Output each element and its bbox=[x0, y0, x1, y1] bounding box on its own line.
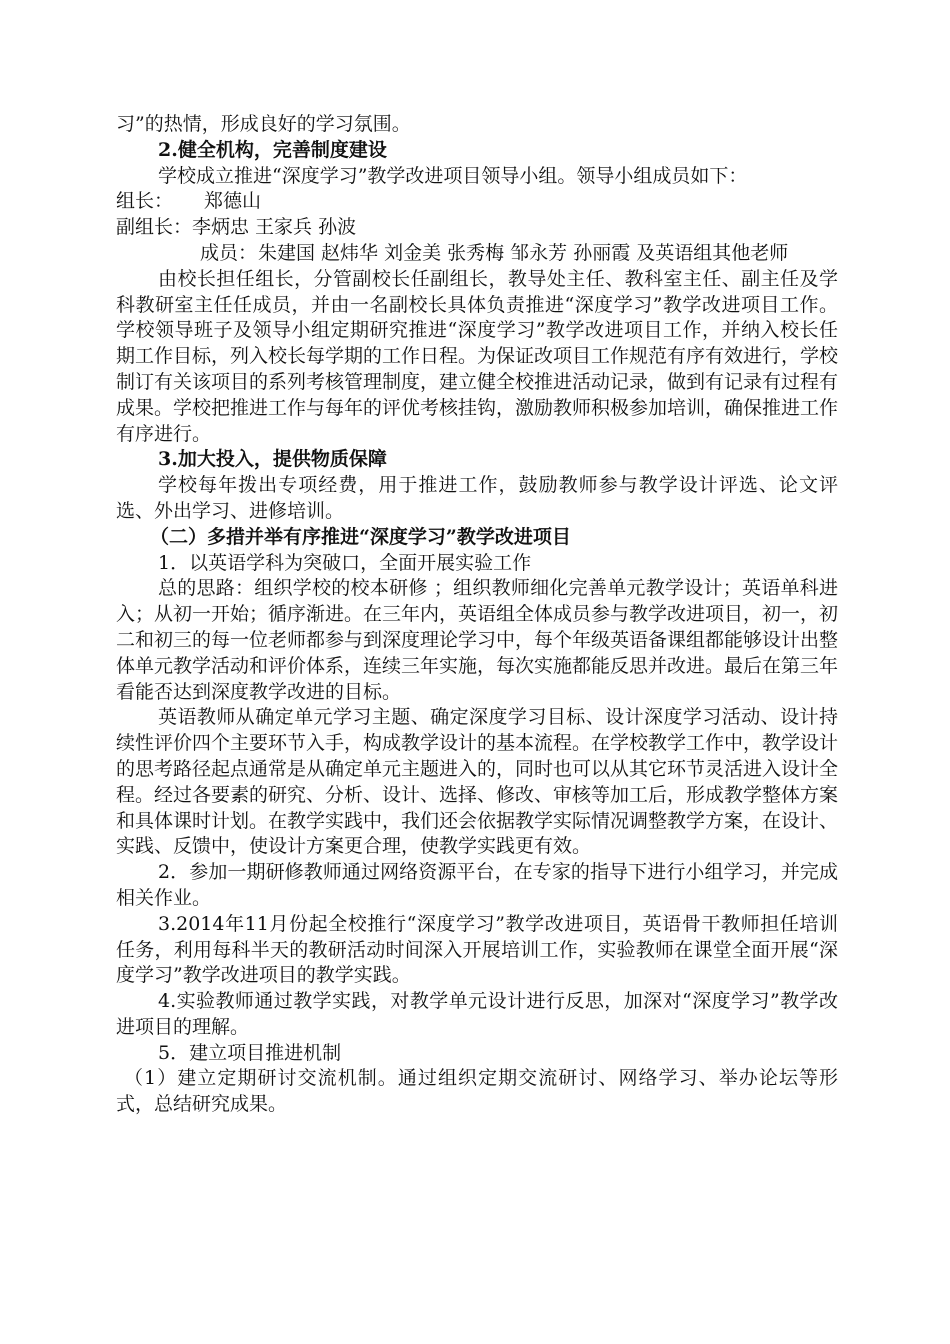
leader-value: 郑德山 bbox=[204, 190, 262, 213]
paragraph-regular-exchange: （1）建立定期研讨交流机制。通过组织定期交流研讨、网络学习、举办论坛等形式，总结研究成果。 bbox=[116, 1067, 838, 1116]
section-heading-2: 2.健全机构，完善制度建设 bbox=[158, 138, 387, 161]
paragraph-overall-approach: 总的思路：组织学校的校本研修 ；组织教师细化完善单元教学设计；英语单科进入；从初一开始；循序渐进。在三年内，英语组全体成员参与教学改进项目，初一，初二和初三的每一位老师都参与到深度理论学习中，每个年级英语备课组都能够设计出整体单元教学活动和评价体系，连续三年实施，每次实施都能反思并改进。最后在第三年看能否达到深度教学改进的目标。 bbox=[116, 577, 839, 703]
paragraph-continuation: 习”的热情，形成良好的学习氛围。 bbox=[116, 113, 411, 135]
document-page bbox=[116, 112, 838, 1118]
member-label: 成员： bbox=[200, 241, 258, 264]
paragraph-online-study: 2．参加一期研修教师通过网络资源平台，在专家的指导下进行小组学习，并完成相关作业。 bbox=[116, 861, 838, 909]
paragraph-school-rollout: 3.2014年11月份起全校推行“深度学习”教学改进项目，英语骨干教师担任培训任务，利用每科半天的教研活动时间深入开展培训工作，实验教师在课堂全面开展“深度学习”教学改进项目的教学实践。 bbox=[116, 912, 838, 987]
deputy-label: 副组长： bbox=[116, 216, 193, 239]
leader-row bbox=[116, 189, 838, 215]
deputy-row bbox=[116, 215, 838, 241]
paragraph-funding: 学校每年拨出专项经费，用于推进工作，鼓励教师参与教学设计评选、论文评选、外出学习、进修培训。 bbox=[116, 474, 838, 522]
member-row bbox=[116, 241, 838, 267]
subheading-english-breakthrough: 1．以英语学科为突破口，全面开展实验工作 bbox=[158, 551, 532, 574]
paragraph-reflection: 4.实验教师通过教学实践，对教学单元设计进行反思，加深对“深度学习”教学改进项目的理解。 bbox=[116, 990, 838, 1038]
section-heading-part-2: （二）多措并举有序推进“深度学习”教学改进项目 bbox=[150, 525, 571, 548]
leader-label: 组长： bbox=[116, 190, 174, 213]
section-heading-3: 3.加大投入，提供物质保障 bbox=[158, 448, 387, 471]
subheading-mechanism: 5．建立项目推进机制 bbox=[158, 1041, 342, 1064]
member-value: 朱建国 赵炜华 刘金美 张秀梅 邹永芳 孙丽霞 及英语组其他老师 bbox=[258, 241, 789, 264]
paragraph-leadership-intro: 学校成立推进“深度学习”教学改进项目领导小组。领导小组成员如下： bbox=[158, 164, 748, 187]
paragraph-leadership-duties: 由校长担任组长，分管副校长任副组长，教导处主任、教科室主任、副主任及学科教研室主任任成员，并由一名副校长具体负责推进“深度学习”教学改进项目工作。学校领导班子及领导小组定期研究推进“深度学习”教学改进项目工作，并纳入校长任期工作目标，列入校长每学期的工作日程。为保证改项目工作规范有序有效进行，学校制订有关该项目的系列考核管理制度，建立健全校推进活动记录，做到有记录有过程有成果。学校把推进工作与每年的评优考核挂钩，激励教师积极参加培训，确保推进工作有序进行。 bbox=[116, 267, 839, 445]
deputy-value: 李炳忠 王家兵 孙波 bbox=[192, 216, 357, 239]
paragraph-teacher-design: 英语教师从确定单元学习主题、确定深度学习目标、设计深度学习活动、设计持续性评价四个主要环节入手，构成教学设计的基本流程。在学校教学工作中，教学设计的思考路径起点通常是从确定单元主题进入的，同时也可以从其它环节灵活进入设计全程。经过各要素的研究、分析、设计、选择、修改、审核等加工后，形成教学整体方案和具体课时计划。在教学实践中，我们还会依据教学实际情况调整教学方案，在设计、实践、反馈中，使设计方案更合理，使教学实践更有效。 bbox=[116, 706, 839, 858]
